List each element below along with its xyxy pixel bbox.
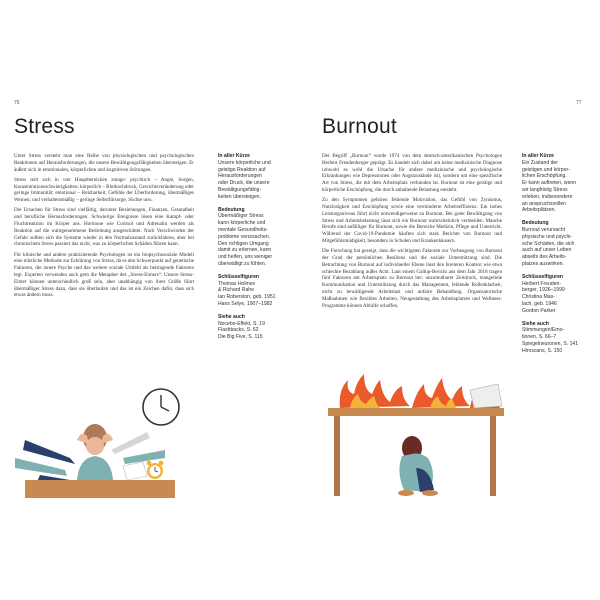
desk-leg	[334, 416, 340, 496]
page-number: 76	[14, 100, 20, 106]
sidebar-line: kann körperliche und	[218, 220, 266, 227]
sidebar-block	[522, 220, 584, 268]
sidebar-line: Er kann auftreten, wenn	[522, 180, 577, 187]
burnout-illustration	[320, 372, 520, 497]
paragraph: Der Begriff „Burnout“ wurde 1974 von dem deutsch-amerikanischen Psychologen Herbert Freudenberger geprägt. Es handelt sich dabei um keine medizinische Diagnose (obwohl es wohl die Ursache für andere medizinische und psychologische Erkrankungen wie Depressionen oder Angstzustände ist), sondern um eine spezifische Art von Stress, die mit dem Arbeitsplatz verbunden ist. Burnout ist eine geistige und körperliche Erschöpfung, die durch anhaltende Belastung entsteht.	[322, 153, 502, 193]
sidebar-line: Nocebo-Effekt, S. 19	[218, 320, 265, 327]
clock-icon	[143, 389, 179, 425]
sidebar-line: Hirnscans, S. 150	[522, 347, 563, 354]
sidebar-line: & Richard Rahe	[218, 287, 254, 294]
sidebar-line: Stimmungen/Emo-	[522, 327, 565, 334]
pointing-arm-icon	[123, 450, 165, 464]
sidebar-line: wir langfristig Stress	[522, 186, 568, 193]
sidebar-line: abseits des Arbeits-	[522, 254, 567, 261]
sidebar-line: probleme verursachen.	[218, 233, 271, 240]
sidebar-line: Hans Selye, 1907–1982	[218, 300, 273, 307]
sidebar-line: an anspruchsvollen	[522, 200, 566, 207]
sidebar-line: geistigen und körper-	[522, 166, 570, 173]
sidebar-line: physische und psychi-	[522, 233, 573, 240]
sidebar-line: Thomas Holmes	[218, 280, 256, 287]
sidebar-heading: In aller Kürze	[218, 153, 250, 159]
paragraph: Stress teilt sich in vier Hauptbereichen zutage: psychisch – Angst, Sorgen, Konzentrationsschwierigkeiten; körperlich – Bluthochdruck, Gewichtsveränderung oder geringe Immunität; emotional – Reizbarkeit, Gefühle der Überforderung, übermäßiges Weinen; und verhaltensmäßig – geringe Selbstfürsorge, Süchte usw.	[14, 176, 194, 204]
sidebar-line: erleben, insbesondere	[522, 193, 573, 200]
page-title: Stress	[14, 115, 75, 138]
desk	[25, 480, 175, 498]
sidebar-line: berger, 1926–1999	[522, 287, 565, 294]
sidebar-line: Unsere körperliche und	[218, 159, 271, 166]
sidebar-line: keiten übersteigen.	[218, 193, 262, 200]
sidebar-block	[218, 314, 280, 341]
sidebar-line: und helfen, uns weniger	[218, 254, 273, 261]
sidebar-line: Bewältigungsfähig-	[218, 186, 262, 193]
sidebar-line: damit zu erlernen, kann	[218, 247, 272, 254]
sidebar-line: auch auf unser Leben	[522, 247, 572, 254]
sidebar-heading: Siehe auch	[218, 313, 245, 320]
sidebar-heading: Schlüsselfiguren	[218, 273, 260, 280]
sidebar-heading: Bedeutung	[218, 206, 245, 213]
stressed-woman-icon	[77, 424, 113, 480]
paragraph: Für klinische und andere praktizierende Psychologen ist ein biopsychosoziale Modell eine nützliche Methode zur Erklärung von Stress, da es den Schwerpunkt auf genetische Faktoren, die innere Psyche und das weitere soziale Umfeld als beitragende Faktoren legt. Experten verwenden auch gern die Metapher des „Stress-Eimers“: Unsere Stress-Eimer können unterschiedlich groß sein, aber unabhängig von ihrer Größe führt übermäßiger Stress dazu, dass sie überlaufen und das ist ein Zeichen dafür, dass sich etwas ändern muss.	[14, 251, 194, 299]
desk-leg	[490, 416, 496, 496]
sidebar-line: Christina Mas-	[522, 294, 555, 301]
sidebar-heading: Bedeutung	[522, 220, 549, 227]
sidebar	[218, 153, 280, 347]
sidebar-line: Die Big Five, S. 115	[218, 334, 263, 341]
sidebar-block	[218, 153, 280, 201]
desk	[328, 408, 504, 416]
sidebar-line: Ein Zustand der	[522, 159, 558, 166]
body-text	[322, 153, 502, 313]
sidebar-heading: Schlüsselfiguren	[522, 273, 564, 280]
sidebar-line: Spiegelneuronen, S. 141	[522, 340, 579, 347]
laptop-icon	[470, 384, 502, 408]
crouching-woman-icon	[398, 436, 438, 496]
pointing-arm-icon	[15, 458, 67, 476]
paragraph: Unter Stress versteht man eine Reihe von physiologischen und psychologischen Reaktionen auf Herausforderungen, die unsere Bewältigungsfähigkeiten übersteigen. Er äußert sich in emotionalen, körperlichen und kognitiven Störungen.	[14, 153, 194, 173]
sidebar-heading: Siehe auch	[522, 320, 549, 327]
paragraph: Die Forschung hat gezeigt, dass die wichtigsten Faktoren zur Vorbeugung von Burnout der Grad der persönlichen Resilienz und die soziale Unterstützung sind. Die Betrachtung von Burnout auf individueller Ebene lässt den breiteren Kontext wie etwa schlechte Bezahlung außer Acht. Laut einem Gallup-Bericht aus dem Jahr 2018 tragen fünf Faktoren am Arbeitsplatz zu Burnout bei: unzumutbarer Zeitdruck, mangelnde Kommunikation und Unterstützung durch das Management, fehlende Rollenklarheit, nicht zu bewältigende Arbeitslast und unfaire Behandlung. Organisatorische Maßnahmen wie flexibles Arbeiten, Neugestaltung des Arbeitsplatzes und Wellness-Programme können Abhilfe schaffen.	[322, 248, 502, 309]
sidebar-line: mentale Gesundheits-	[218, 226, 268, 233]
page-title: Burnout	[322, 115, 397, 138]
sidebar-line: sche Schäden, die sich	[522, 240, 575, 247]
paragraph: Die Ursachen für Stress sind vielfältig, darunter Beziehungen, Finanzen, Gesundheit und berufliche Herausforderungen. Schwierige Ereignisse lösen eine Kampf- oder Fluchtreaktion im Körper aus. Hormone wie Cortisol und Adrenalin werden als Reaktion auf die wahrgenommene Bedrohung ausgeschüttet. Nach Verschwinden der Gefahr sollten sich die Systeme wieder in den Normalzustand zurückfahren, aber bei chronischem Stress passiert das nicht, was zu körperlichen Schäden führen kann.	[14, 207, 194, 248]
sidebar-line: Übermäßiger Stress	[218, 213, 264, 220]
sidebar-line: geistige Reaktion auf	[218, 166, 266, 173]
sidebar-line: Herausforderungen	[218, 173, 262, 180]
stress-illustration	[15, 380, 185, 520]
sidebar-line: Burnout verursacht	[522, 226, 566, 233]
sidebar-line: Ian Roberston, geb. 1951	[218, 294, 276, 301]
sidebar-line: Herbert Freuden-	[522, 280, 562, 287]
sidebar-block	[218, 274, 280, 308]
sidebar-block	[522, 321, 584, 355]
alarm-clock-icon	[147, 461, 164, 479]
sidebar-line: Flashbacks, S. 62	[218, 327, 259, 334]
paragraph: Zu den Symptomen gehören fehlende Motivation, das Gefühl von Zynismus, Nutzlosigkeit und Erschöpfung sowie eine verminderte Arbeitseffizienz. Ein hohes Leistungsniveau führt nicht notwendigerweise zu Burnout. Bei guter Bewältigung von Stress und Arbeitsbelastung lässt sich ein Burnout wahrscheinlich vermeiden. Manche Berufe sind anfälliger für Burnout, sowie die Bereiche Medizin, Pflege und Unterricht. Während der Covid-19-Pandemie häuften sich stark Berichte von Burnout und Mitgefühlsmüdigkeit, besonders in Schulen und Krankenhäusern.	[322, 197, 502, 244]
right-page	[300, 0, 600, 600]
sidebar-line: überwältigt zu fühlen.	[218, 260, 267, 267]
sidebar-heading: In aller Kürze	[522, 153, 554, 159]
sidebar-block	[522, 153, 584, 214]
pointing-arm-icon	[111, 432, 150, 454]
pointing-arm-icon	[23, 440, 75, 464]
sidebar-line: lach, geb. 1946	[522, 300, 557, 307]
paper-icon	[123, 462, 147, 480]
page-number: 77	[576, 100, 582, 106]
sidebar-line: lichen Erschöpfung.	[522, 173, 567, 180]
sidebar-line: Gordon Parker	[522, 307, 556, 314]
sidebar-line: oder Druck, die unsere	[218, 180, 270, 187]
sidebar-line: platzes auswirken.	[522, 260, 564, 267]
sidebar-block	[522, 274, 584, 315]
sidebar-line: tionen, S. 66–7	[522, 334, 557, 341]
sidebar-block	[218, 207, 280, 268]
body-text	[14, 153, 194, 303]
sidebar-line: Arbeitsplätzen.	[522, 207, 556, 214]
sidebar-line: Den richtigen Umgang	[218, 240, 269, 247]
sidebar	[522, 153, 584, 361]
